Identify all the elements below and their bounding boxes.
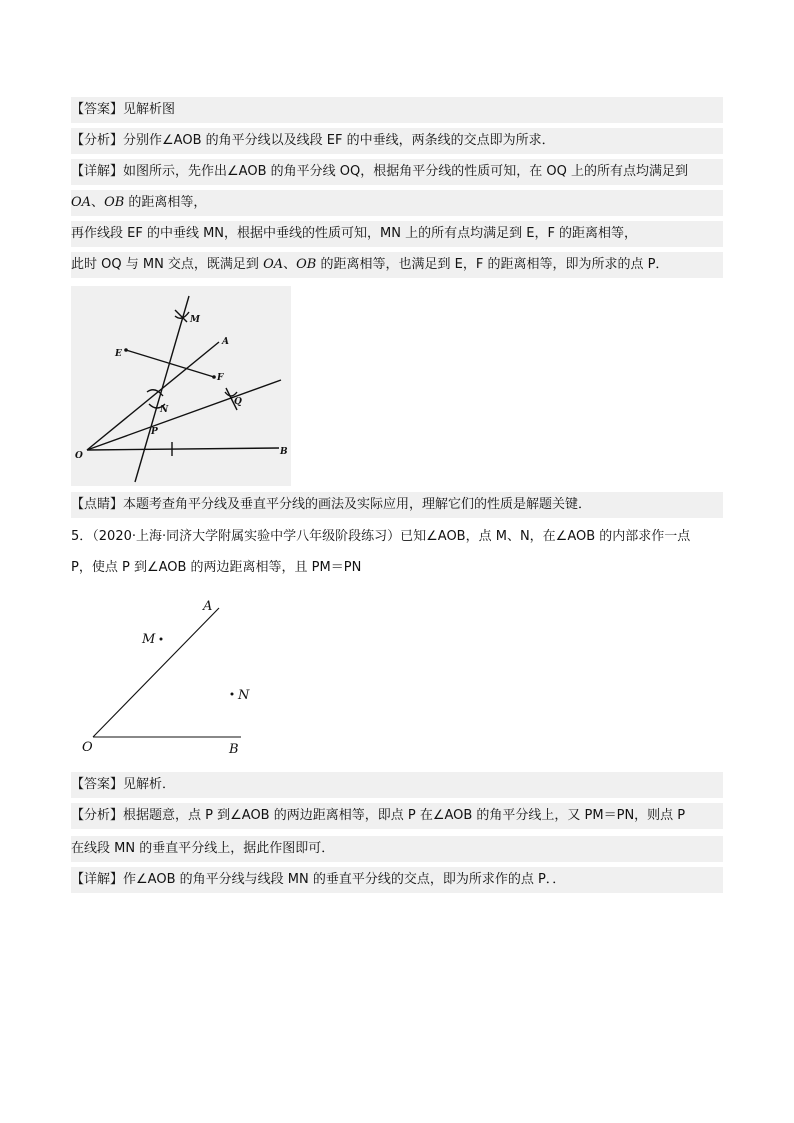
detail-tag: 【详解】: [71, 164, 124, 179]
label-p: P: [151, 427, 158, 437]
q4-detail-line-2: [71, 190, 723, 216]
label-b: B: [280, 447, 288, 457]
answer-tag: 【答案】: [71, 102, 124, 117]
arc-mark: [225, 392, 237, 396]
label-m: M: [190, 315, 200, 325]
ray-ob-label: OB: [104, 195, 125, 210]
question-stem: P，使点 P 到∠AOB 的两边距离相等，且 PM＝PN: [71, 560, 362, 575]
segment-ef: [126, 350, 214, 377]
ray-ob: [87, 448, 279, 450]
q4-detail-line-3: [71, 221, 723, 247]
q4-answer-line: [71, 97, 723, 123]
analysis-tag: 【分析】: [71, 808, 124, 823]
q4-comment-line: [71, 492, 723, 518]
answer-text: 见解析．: [123, 777, 176, 792]
comment-text: 本题考查角平分线及垂直平分线的画法及实际应用，理解它们的性质是解题关键．: [123, 497, 592, 512]
analysis-text-2: 在线段 MN 的垂直平分线上，据此作图即可．: [71, 841, 335, 856]
q4-construction-figure: [71, 286, 291, 486]
construction-diagram: [71, 286, 291, 486]
label-n: N: [238, 688, 250, 703]
detail-text-4b: 的距离相等，也满足到 E，F 的距离相等，即为所求的点 P．: [316, 257, 669, 272]
label-q: Q: [234, 397, 242, 407]
point-m: [160, 638, 163, 641]
ray-oa-label: OA: [71, 195, 92, 210]
label-m: M: [142, 632, 156, 647]
comment-tag: 【点睛】: [71, 497, 124, 512]
bisector-oq: [87, 380, 281, 450]
detail-text-1: 如图所示，先作出∠AOB 的角平分线 OQ，根据角平分线的性质可知，在 OQ 上的所有点均满足到: [123, 164, 688, 179]
answer-text: 见解析图: [123, 102, 176, 117]
detail-text-3: 再作线段 EF 的中垂线 MN，根据中垂线的性质可知，MN 上的所有点均满足到 E，F 的距离相等，: [71, 226, 638, 241]
label-b: B: [229, 742, 239, 757]
ray-oa-label: OA: [263, 257, 284, 272]
q4-detail-line-1: [71, 159, 723, 185]
angle-diagram: [71, 592, 271, 762]
q4-analysis-line: [71, 128, 723, 154]
detail-text-2: 的距离相等，: [124, 195, 207, 210]
point-e: [124, 348, 128, 352]
q5-answer-line: [71, 772, 723, 798]
separator: 、: [91, 195, 105, 210]
q5-stem-line-2: [71, 555, 723, 581]
label-o: O: [82, 740, 93, 755]
point-f: [212, 375, 216, 379]
q5-analysis-line-1: [71, 803, 723, 829]
analysis-text-1: 根据题意，点 P 到∠AOB 的两边距离相等，即点 P 在∠AOB 的角平分线上，又 PM＝PN，则点 P: [123, 808, 686, 823]
q5-stem-line-1: [71, 524, 723, 550]
detail-tag: 【详解】: [71, 872, 124, 887]
q4-detail-line-4: [71, 252, 723, 278]
detail-text-4a: 此时 OQ 与 MN 交点，既满足到: [71, 257, 264, 272]
detail-text: 作∠AOB 的角平分线与线段 MN 的垂直平分线的交点，即为所求作的点 P．．: [123, 872, 566, 887]
point-n: [231, 693, 234, 696]
label-a: A: [203, 599, 213, 614]
perpendicular-bisector-mn: [135, 296, 189, 482]
ray-oa: [93, 608, 219, 737]
label-a: A: [222, 337, 229, 347]
q5-analysis-line-2: [71, 836, 723, 862]
separator: 、: [283, 257, 297, 272]
ray-ob-label: OB: [296, 257, 317, 272]
analysis-tag: 【分析】: [71, 133, 124, 148]
q5-detail-line: [71, 867, 723, 893]
label-e: E: [115, 349, 122, 359]
answer-tag: 【答案】: [71, 777, 124, 792]
label-n: N: [160, 405, 169, 415]
analysis-text: 分别作∠AOB 的角平分线以及线段 EF 的中垂线，两条线的交点即为所求．: [123, 133, 555, 148]
label-o: O: [75, 451, 83, 461]
label-f: F: [217, 373, 224, 383]
q5-angle-figure: [71, 592, 271, 762]
question-stem: 5．（2020·上海·同济大学附属实验中学八年级阶段练习）已知∠AOB，点 M、N，在∠AOB 的内部求作一点: [71, 529, 691, 544]
